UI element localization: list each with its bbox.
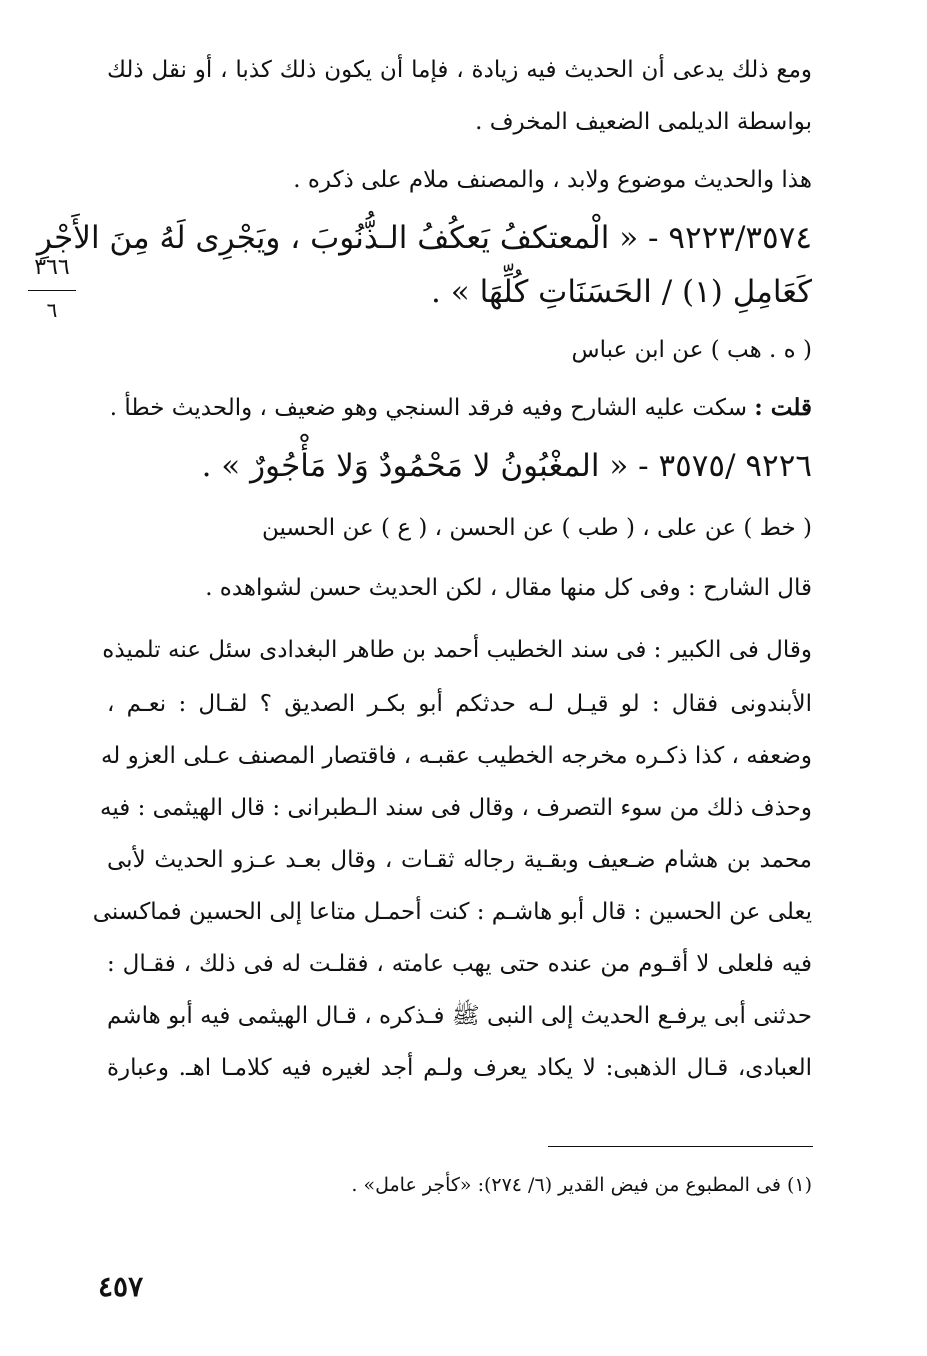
text-line: ومع ذلك يدعى أن الحديث فيه زيادة ، فإما أن يكون ذلك كذبا ، أو نقل ذلك (107, 57, 812, 83)
text-line: وقال فى الكبير : فى سند الخطيب أحمد بن طاهر البغدادى سئل عنه تلميذه (102, 637, 812, 663)
text-line: الأبندونى فقال : لو قيـل لـه حدثكم أبو بكـر الصديق ؟ لقـال : نعـم ، (107, 691, 812, 717)
text-line: وحذف ذلك من سوء التصرف ، وقال فى سند الـطبرانى : قال الهيثمى : فيه (100, 795, 812, 821)
text-line: قلت : سكت عليه الشارح وفيه فرقد السنجي وهو ضعيف ، والحديث خطأ . (109, 394, 812, 421)
text-line: محمد بن هشام ضـعيف وبقـية رجاله ثقـات ، وقال بعـد عـزو الحديث لأبى (107, 847, 812, 873)
text-line: قال الشارح : وفى كل منها مقال ، لكن الحديث حسن لشواهده . (205, 575, 812, 601)
text-line: بواسطة الديلمى الضعيف المخرف . (475, 109, 812, 135)
text-line: فيه فلعلى لا أقـوم من عنده حتى يهب عامته ، فقلـت له فى ذلك ، فقـال : (107, 951, 812, 977)
hadith-line: كَعَامِلِ (١) / الحَسَنَاتِ كُلِّهَا » . (431, 274, 812, 310)
footnote: (١) فى المطبوع من فيض القدير (٦/ ٢٧٤): «كأجر عامل» . (351, 1174, 812, 1196)
qult-label: قلت : (754, 394, 812, 421)
page-number: ٤٥٧ (98, 1270, 144, 1303)
text-line: وضعفه ، كذا ذكـره مخرجه الخطيب عقبـه ، فاقتصار المصنف عـلى العزو له (100, 743, 812, 769)
hadith-line: ٩٢٢٦ /٣٥٧٥ - « المغْبُونُ لا مَحْمُودٌ وَلا مَأْجُورٌ » . (201, 448, 812, 484)
text-line: العبادى، قـال الذهبى: لا يكاد يعرف ولـم أجد لغيره فيه كلامـا اهـ. وعبارة (107, 1055, 812, 1081)
source-line: ( خط ) عن على ، ( طب ) عن الحسن ، ( ع ) عن الحسين (261, 515, 812, 541)
footnote-divider (548, 1146, 813, 1147)
text-line: هذا والحديث موضوع ولابد ، والمصنف ملام على ذكره . (293, 167, 812, 193)
text-line: يعلى عن الحسين : قال أبو هاشـم : كنت أحمـل متاعا إلى الحسين فماكسنى (92, 899, 812, 925)
hadith-line: ٩٢٢٣/٣٥٧٤ - « الْمعتكفُ يَعكُفُ الـذُّنُوبَ ، ويَجْرِى لَهُ مِنَ الأَجْرِ (37, 220, 812, 256)
text-line: حدثنى أبى يرفـع الحديث إلى النبى ﷺ فـذكره ، قـال الهيثمى فيه أبو هاشم (107, 1003, 812, 1029)
margin-reference (24, 252, 80, 323)
margin-divider (28, 290, 76, 291)
margin-reference-bottom: ٦ (46, 298, 58, 322)
margin-reference-top: ٣٦٦ (34, 255, 70, 280)
source-line: ( ه . هب ) عن ابن عباس (571, 337, 812, 363)
